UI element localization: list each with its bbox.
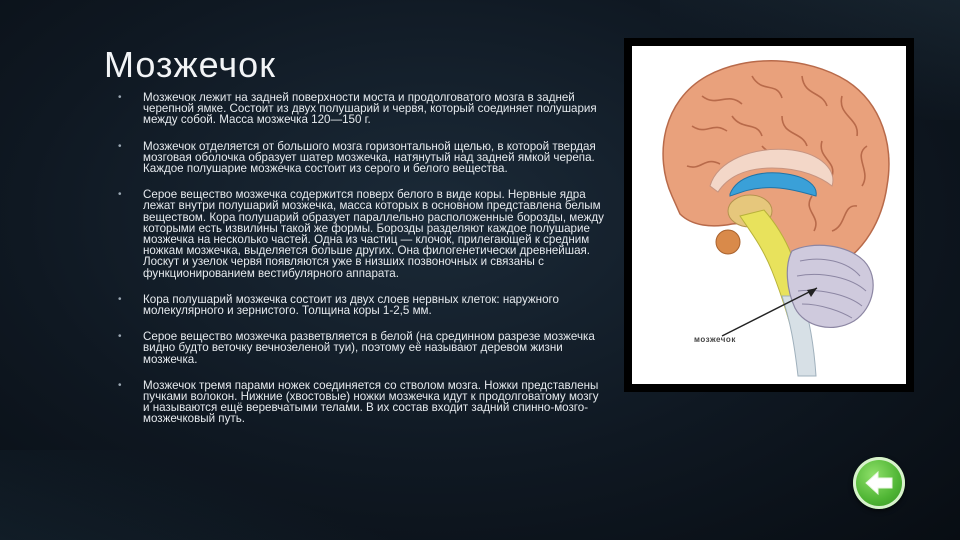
bullet-dot: • bbox=[118, 379, 122, 391]
decorative-corner-bottom bbox=[0, 450, 420, 540]
back-button[interactable] bbox=[853, 457, 905, 509]
bullet-list bbox=[118, 92, 606, 440]
bullet-item bbox=[118, 92, 606, 126]
slide-title: Мозжечок bbox=[104, 44, 276, 85]
bullet-dot: • bbox=[118, 331, 122, 343]
bullet-dot: • bbox=[118, 189, 122, 201]
bullet-dot: • bbox=[118, 140, 122, 152]
brain-sagittal-icon bbox=[632, 46, 906, 384]
bullet-text: Серое вещество мозжечка содержится поверх белого в виде коры. Нервные ядра лежат внутри полушарий мозжечка, масса которых в основном представлена белым веществом. Кора полушарий образует параллельно расположенные борозды, между которыми есть извилины такой же формы. Борозды разделяют каждое полушарие мозжечка на несколько частей. Одна из частиц — клочок, прилегающей к средним ножкам мозжечка, выделяется больше других. Она филогенетически древнейшая. Лоскут и узелок червя появляются уже в низших позвоночных и связаны с функционированием вестибулярного аппарата. bbox=[143, 188, 604, 280]
bullet-dot: • bbox=[118, 293, 122, 305]
figure-caption: мозжечок bbox=[694, 335, 736, 344]
bullet-item bbox=[118, 331, 606, 365]
bullet-text: Мозжечок лежит на задней поверхности моста и продолговатого мозга в задней черепной ямке. Состоит из двух полушарий и червя, который соединяет полушария между собой. Масса мозжечка 120—150 г. bbox=[143, 91, 597, 127]
bullet-item bbox=[118, 380, 606, 425]
bullet-item bbox=[118, 189, 606, 279]
bullet-dot: • bbox=[118, 92, 122, 103]
brain-figure bbox=[624, 38, 914, 392]
bullet-text: Мозжечок тремя парами ножек соединяется со стволом мозга. Ножки представлены пучками волокон. Нижние (хвостовые) ножки мозжечка идут к продолговатому мозгу и называются ещё веревчатыми телами. В их состав входит задний спинно-мозго-мозжечковый путь. bbox=[143, 378, 599, 426]
bullet-text: Кора полушарий мозжечка состоит из двух слоев нервных клеток: наружного молекулярного и зернистого. Толщина коры 1-2,5 мм. bbox=[143, 292, 559, 318]
brain-figure-canvas bbox=[632, 46, 906, 384]
arrow-left-icon bbox=[864, 469, 894, 497]
bullet-item bbox=[118, 141, 606, 175]
bullet-text: Серое вещество мозжечка разветвляется в белой (на срединном разрезе мозжечка видно будто веточку вечнозеленой туи), поэтому её называют деревом жизни мозжечка. bbox=[143, 330, 595, 366]
bullet-text: Мозжечок отделяется от большого мозга горизонтальной щелью, в которой твердая мозговая оболочка образует шатер мозжечка, натянутый над задней ямкой черепа. Каждое полушарие мозжечка состоит из серого и белого вещества. bbox=[143, 139, 596, 176]
bullet-item bbox=[118, 294, 606, 316]
